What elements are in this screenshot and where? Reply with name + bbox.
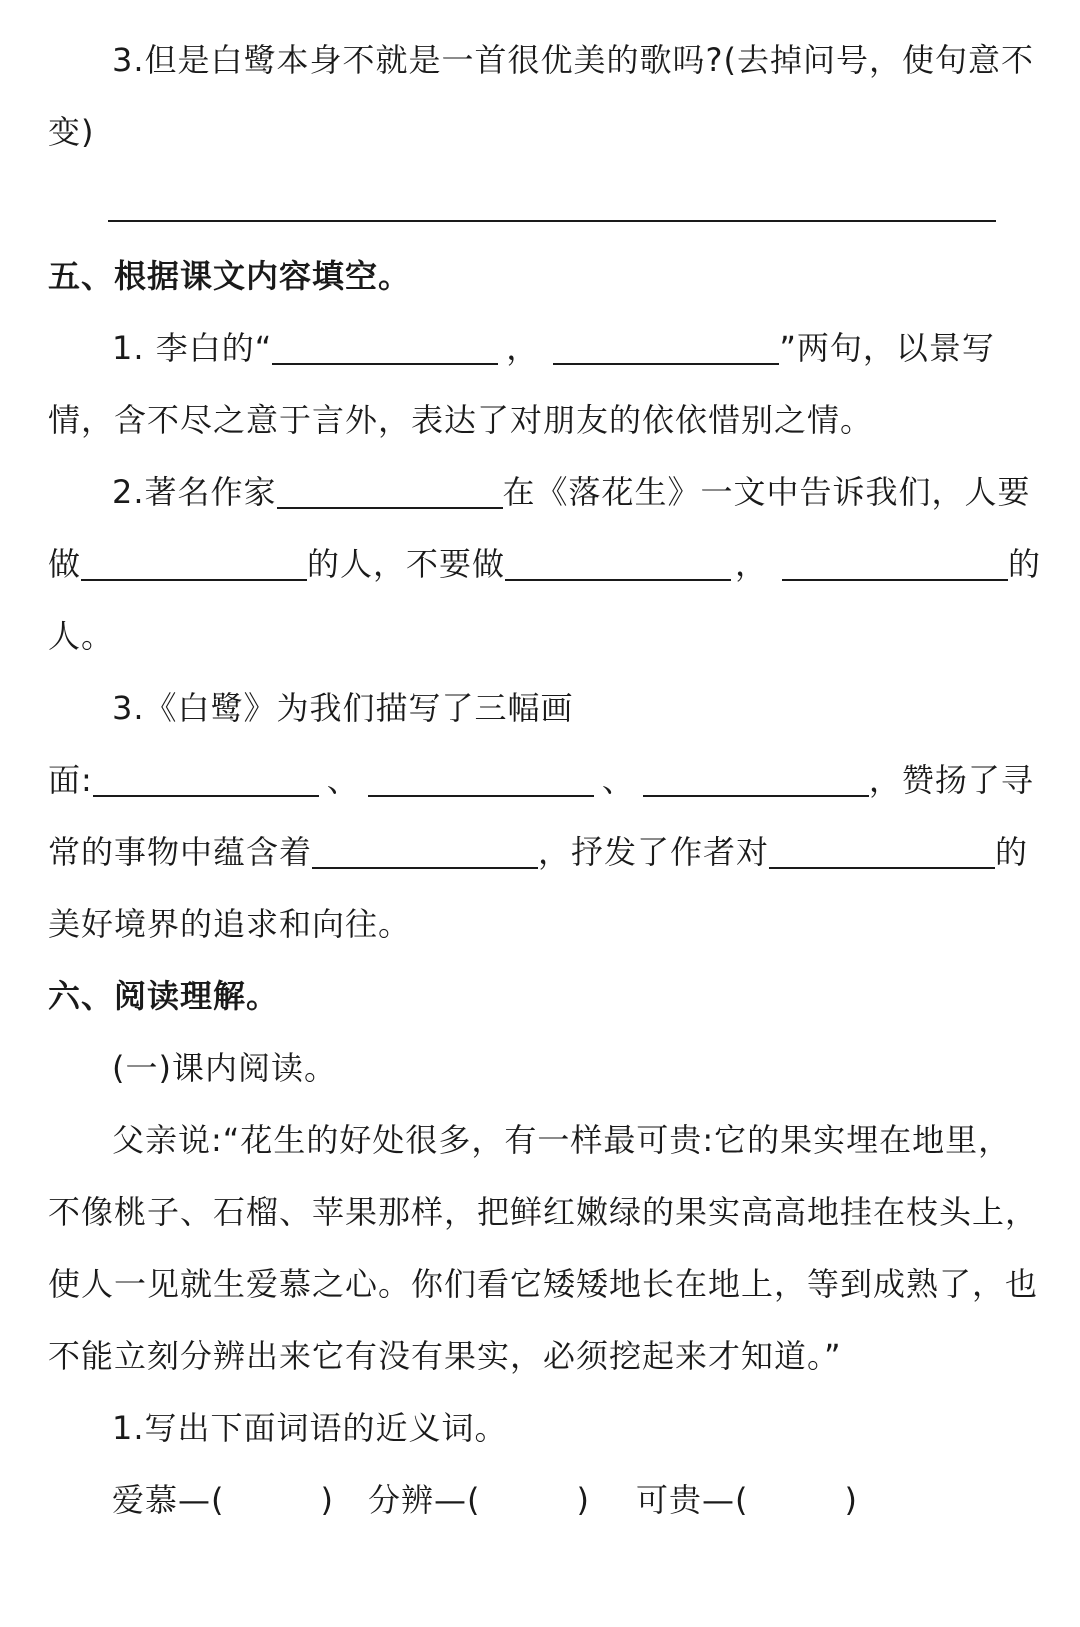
synonym-word-kegui: 可贵 (635, 1481, 702, 1519)
item3-line3-mid: ，抒发了作者对 (538, 833, 770, 871)
item2-line2-start: 做 (48, 545, 82, 583)
blank-li-bai-line2[interactable] (553, 333, 779, 365)
item3-sep1: 、 (326, 761, 360, 799)
synonym-word-fenbian: 分辨 (367, 1481, 434, 1519)
synonym-dash: —( (434, 1481, 481, 1519)
synonym-row (112, 1480, 858, 1520)
item2-start: 2.著名作家 (112, 473, 277, 511)
passage-line-4: 不能立刻分辨出来它有没有果实，必须挖起来才知道。” (48, 1337, 842, 1375)
section5-item3-line4: 美好境界的追求和向往。 (48, 905, 412, 943)
item3-line3-end: 的 (995, 833, 1029, 871)
item3-line2-end: ，赞扬了寻 (868, 761, 1034, 799)
blank-author[interactable] (277, 477, 503, 509)
answer-line[interactable] (108, 220, 996, 222)
section5-item1-line2: 情，含不尽之意于言外，表达了对朋友的依依惜别之情。 (48, 401, 874, 439)
section5-item3-line3 (48, 832, 1028, 872)
item3-line3-start: 常的事物中蕴含着 (48, 833, 313, 871)
synonym-dash: —( (701, 1481, 749, 1519)
blank-scene-2[interactable] (368, 765, 594, 797)
item2-mid: 在《落花生》一文中告诉我们，人要 (502, 473, 1031, 511)
blank-li-bai-line1[interactable] (272, 333, 498, 365)
blank-not-be-1[interactable] (505, 549, 731, 581)
q4-item3-line1: 3.但是白鹭本身不就是一首很优美的歌吗?(去掉问号，使句意不 (112, 41, 1035, 79)
section5-item1-line1 (112, 328, 995, 368)
blank-scene-1[interactable] (93, 765, 319, 797)
synonym-close-paren: ) (844, 1481, 858, 1519)
section5-item2-line2 (48, 544, 1041, 584)
section6-q1: 1.写出下面词语的近义词。 (112, 1409, 508, 1447)
item2-line2-end: 的 (1008, 545, 1042, 583)
item3-line2-start: 面: (48, 761, 93, 799)
synonym-word-aimu: 爱慕 (112, 1481, 179, 1519)
section5-item3-line2 (48, 760, 1034, 800)
item1-end: ”两句，以景写 (779, 329, 995, 367)
synonym-close-paren: ) (320, 1481, 334, 1519)
passage-line-3: 使人一见就生爱慕之心。你们看它矮矮地长在地上，等到成熟了，也 (48, 1265, 1039, 1303)
blank-contains[interactable] (312, 837, 538, 869)
blank-not-be-2[interactable] (782, 549, 1008, 581)
item2-line2-comma: ， (735, 545, 769, 583)
section6-subheading: (一)课内阅读。 (112, 1049, 337, 1087)
passage-line-2: 不像桃子、石榴、苹果那样，把鲜红嫩绿的果实高高地挂在枝头上， (48, 1193, 1039, 1231)
synonym-dash: —( (178, 1481, 225, 1519)
section5-item3-line1: 3.《白鹭》为我们描写了三幅画 (112, 689, 574, 727)
q4-item3-line2: 变) (48, 113, 95, 151)
item1-start: 1. 李白的“ (112, 329, 273, 367)
section6-heading: 六、阅读理解。 (48, 977, 280, 1015)
section5-heading: 五、根据课文内容填空。 (48, 257, 412, 295)
blank-scene-3[interactable] (643, 765, 869, 797)
synonym-close-paren: ) (576, 1481, 590, 1519)
item3-sep2: 、 (601, 761, 635, 799)
blank-author-towards[interactable] (769, 837, 995, 869)
passage-line-1: 父亲说:“花生的好处很多，有一样最可贵:它的果实埋在地里， (112, 1121, 1012, 1159)
blank-be-person[interactable] (81, 549, 307, 581)
section5-item2-line1 (112, 472, 1031, 512)
item2-line2-mid: 的人，不要做 (307, 545, 506, 583)
section5-item2-line3: 人。 (48, 617, 115, 655)
item1-comma: ， (506, 329, 540, 367)
